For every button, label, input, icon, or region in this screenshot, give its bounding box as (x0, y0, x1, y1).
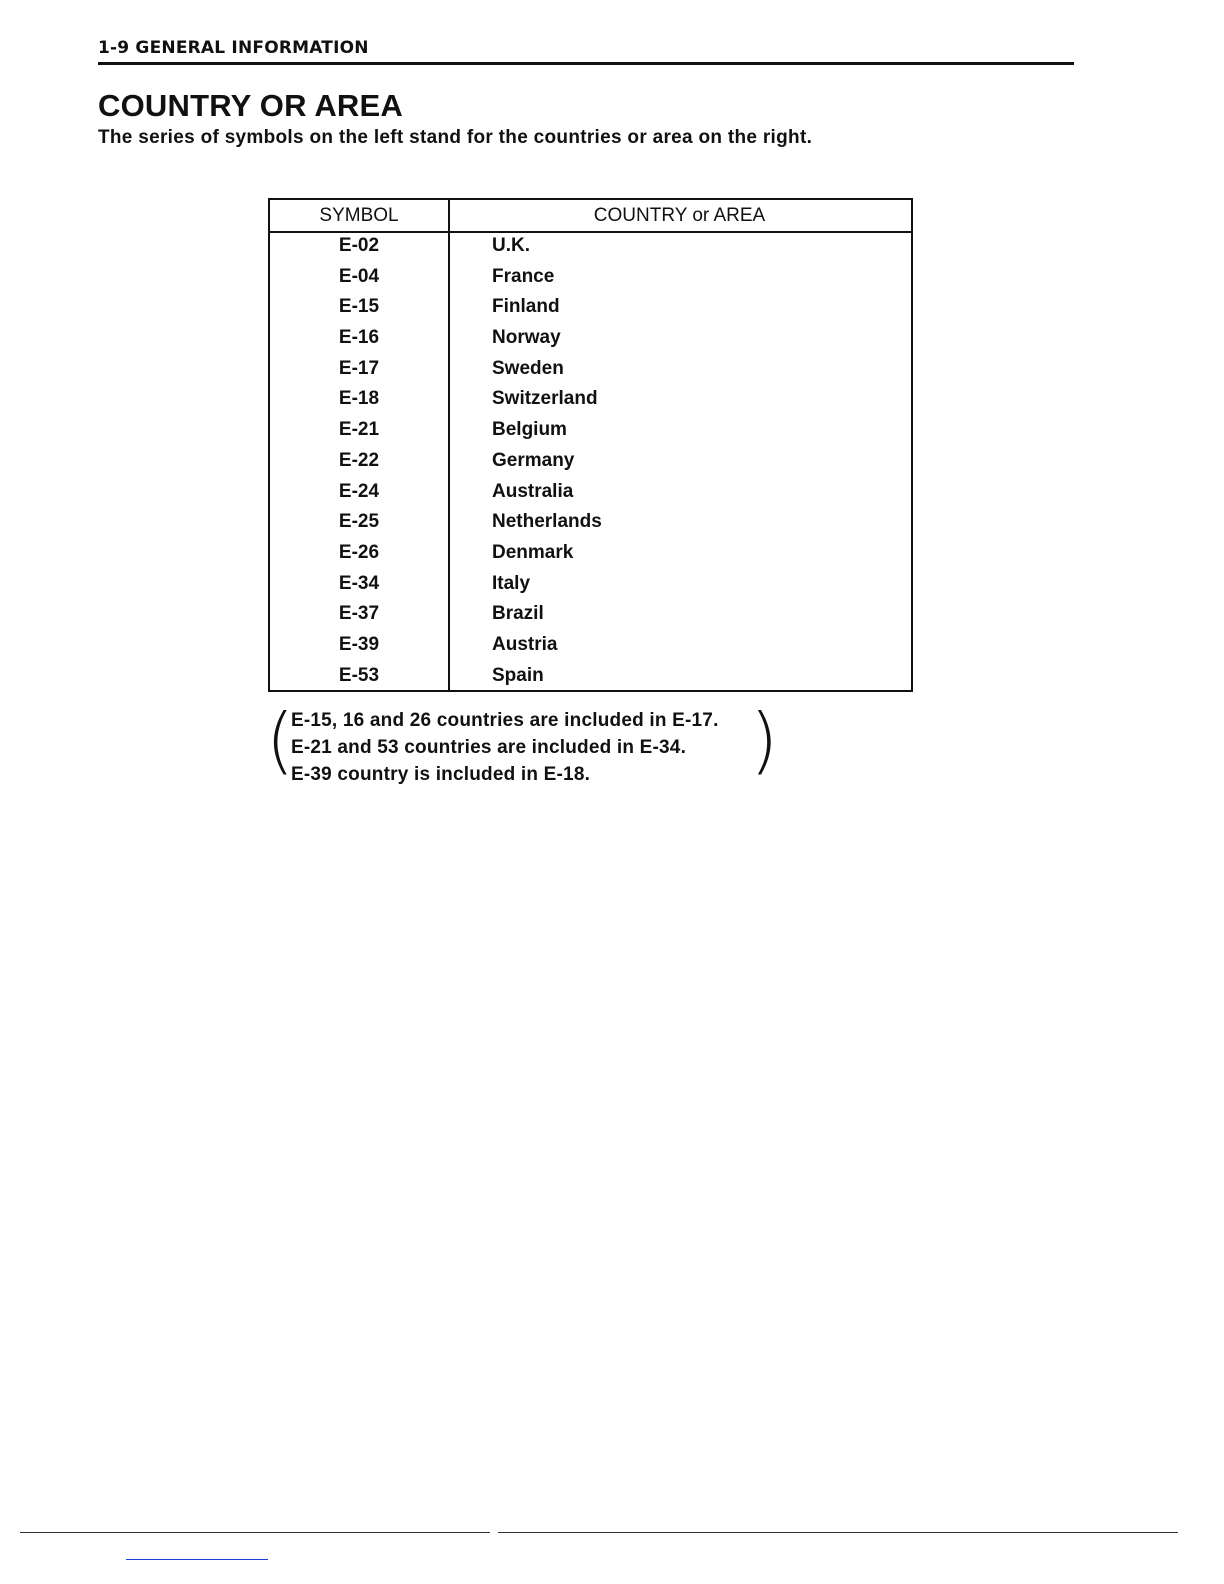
note-line: E-21 and 53 countries are included in E-34. (291, 737, 687, 758)
notes-block (266, 698, 779, 790)
cell-symbol: E-25 (338, 511, 380, 533)
country-table (268, 198, 913, 692)
cell-symbol: E-18 (338, 388, 380, 410)
cell-symbol: E-02 (338, 235, 380, 256)
intro-text: The series of symbols on the left stand for the countries or area on the right. (98, 127, 813, 148)
table-row (270, 233, 911, 264)
cell-symbol: E-24 (338, 480, 380, 502)
table-row (270, 540, 911, 571)
footer-rule (20, 1532, 490, 1533)
cell-symbol: E-17 (338, 357, 380, 379)
cell-country: Switzerland (492, 388, 598, 410)
table-row (270, 601, 911, 632)
table-row (270, 417, 911, 448)
cell-country: France (492, 265, 555, 287)
table-row (270, 448, 911, 479)
cell-symbol: E-21 (338, 419, 380, 441)
table-row (270, 325, 911, 356)
table-body (270, 233, 911, 693)
table-row (270, 264, 911, 295)
section-title: COUNTRY OR AREA (98, 88, 403, 123)
cell-country: Sweden (492, 357, 564, 379)
header-symbol: SYMBOL (319, 205, 399, 226)
cell-country: Italy (492, 572, 531, 594)
table-row (270, 509, 911, 540)
table-row (270, 479, 911, 510)
note-line: E-39 country is included in E-18. (291, 764, 591, 785)
table-header-row (270, 200, 911, 233)
cell-country: Spain (492, 664, 544, 686)
cell-symbol: E-16 (338, 327, 380, 349)
cell-symbol: E-04 (338, 265, 380, 287)
note-line: E-15, 16 and 26 countries are included in E-17. (291, 710, 719, 731)
table-row (270, 663, 911, 694)
cell-symbol: E-37 (338, 603, 380, 625)
footer-rule (498, 1532, 1178, 1533)
cell-country: U.K. (492, 235, 530, 256)
cell-symbol: E-34 (338, 572, 380, 594)
table-row (270, 294, 911, 325)
left-parenthesis: ( (266, 698, 295, 782)
cell-country: Netherlands (492, 511, 602, 533)
cell-symbol: E-26 (338, 541, 380, 563)
header-country: COUNTRY or AREA (593, 205, 766, 226)
table-row (270, 386, 911, 417)
page-header-text: 1-9 GENERAL INFORMATION (98, 38, 369, 58)
cell-symbol: E-39 (338, 633, 380, 655)
cell-symbol: E-15 (338, 296, 380, 318)
footer-accent-line (126, 1559, 268, 1560)
right-parenthesis: ) (750, 698, 779, 782)
table-row (270, 356, 911, 387)
page-header (98, 36, 1074, 65)
cell-symbol: E-22 (338, 449, 380, 471)
cell-country: Austria (492, 633, 558, 655)
cell-country: Germany (492, 449, 575, 471)
table-row (270, 632, 911, 663)
table-row (270, 571, 911, 602)
cell-country: Belgium (492, 419, 567, 441)
cell-country: Norway (492, 327, 561, 349)
cell-country: Denmark (492, 541, 574, 563)
cell-symbol: E-53 (338, 664, 380, 686)
cell-country: Brazil (492, 603, 544, 625)
cell-country: Australia (492, 480, 574, 502)
cell-country: Finland (492, 296, 560, 318)
